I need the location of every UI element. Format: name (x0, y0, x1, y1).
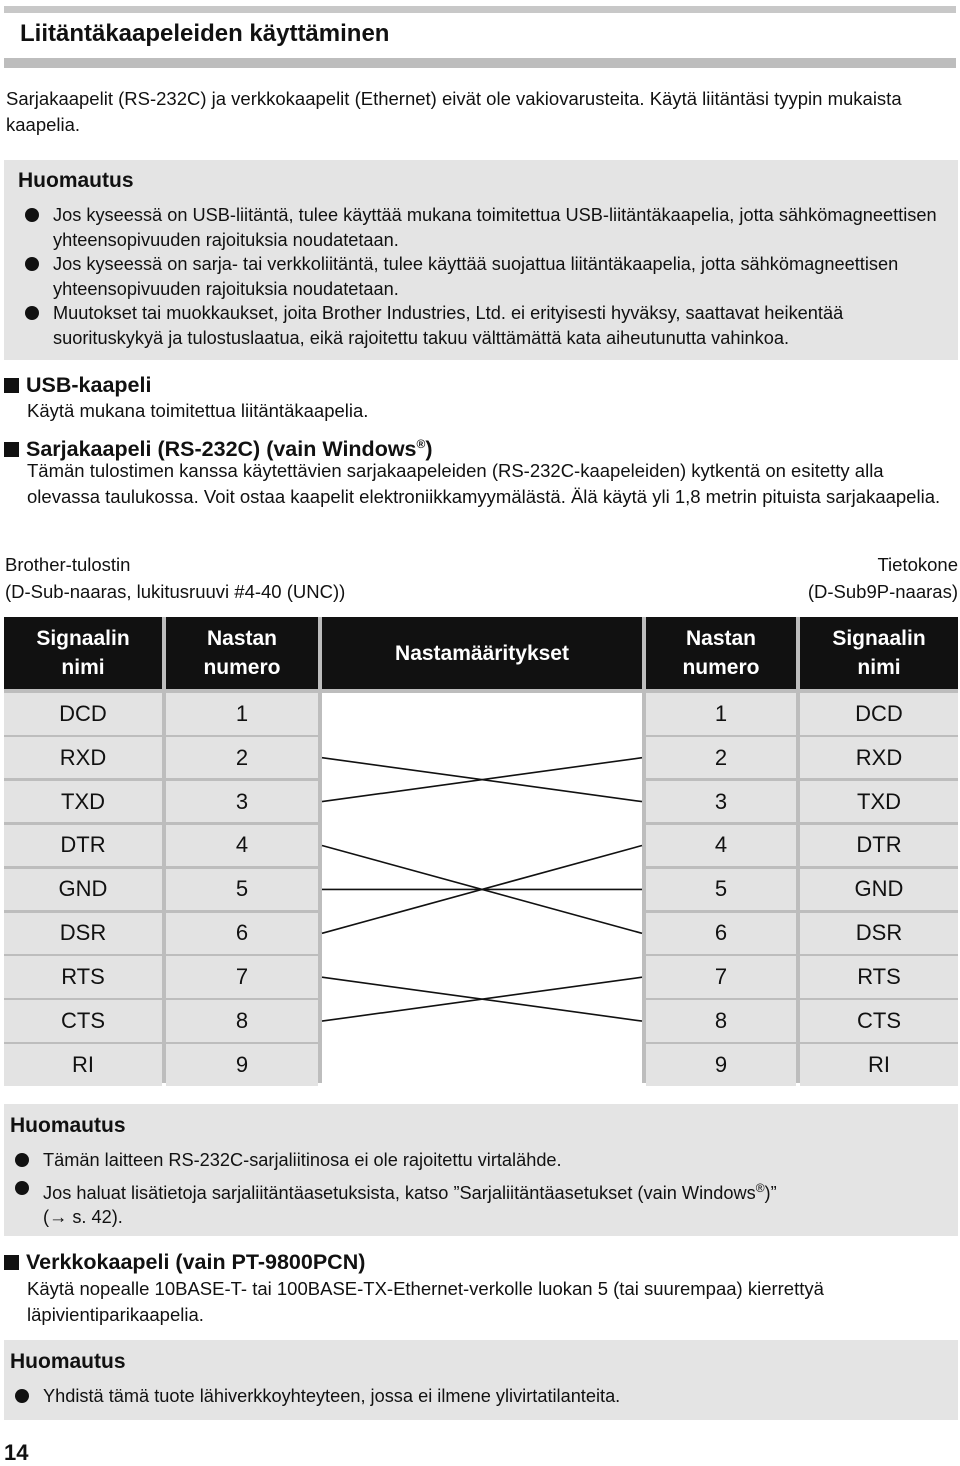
note-list (14, 1384, 944, 1409)
right-signal-cell: RI (800, 1044, 958, 1086)
header-signal-name-right: Signaalin nimi (800, 617, 958, 689)
bullet-icon (25, 208, 39, 222)
bullet-icon (15, 1181, 29, 1195)
right-signal-cell: RXD (800, 737, 958, 779)
square-bullet-icon (4, 1255, 19, 1270)
header-pin-number-left: Nastan numero (166, 617, 318, 689)
intro-text: Sarjakaapelit (RS-232C) ja verkkokaapelit (Ethernet) eivät ole vakiovarusteita. Käytä liitäntäsi tyypin mukaista kaapelia. (6, 88, 902, 135)
note-item: Jos haluat lisätietoja sarjaliitäntäasetuksista, katso ”Sarjaliitäntäasetukset (vain Windows®)” (→ s. 42). (14, 1176, 944, 1230)
left-signal-cell: CTS (4, 1000, 162, 1042)
note-box-network (4, 1340, 958, 1420)
right-signal-cell: GND (800, 869, 958, 911)
right-pin-cell: 5 (646, 869, 796, 911)
note-heading: Huomautus (10, 1114, 126, 1137)
note-item: Jos kyseessä on sarja- tai verkkoliitäntä, tulee käyttää suojattua liitäntäkaapelia, jotta sähkömagneettisen yhteensopivuuden rajoituksia noudatetaan. (24, 252, 939, 301)
right-signal-cell: DSR (800, 913, 958, 955)
right-pin-cell: 1 (646, 693, 796, 735)
left-pin-cell: 1 (166, 693, 318, 735)
right-signal-cell: CTS (800, 1000, 958, 1042)
right-signal-cell: RTS (800, 956, 958, 998)
bullet-icon (15, 1153, 29, 1167)
right-pin-cell: 6 (646, 913, 796, 955)
left-signal-cell: DSR (4, 913, 162, 955)
square-bullet-icon (4, 378, 19, 393)
right-signal-cell: TXD (800, 781, 958, 823)
right-pin-cell: 3 (646, 781, 796, 823)
section-heading-network: Verkkokaapeli (vain PT-9800PCN) (4, 1248, 365, 1276)
left-pin-cell: 2 (166, 737, 318, 779)
left-pin-cell: 7 (166, 956, 318, 998)
header-pin-number-right: Nastan numero (646, 617, 796, 689)
right-signal-cell: DCD (800, 693, 958, 735)
printer-connector-caption: (D-Sub-naaras, lukitusruuvi #4-40 (UNC)) (5, 581, 346, 602)
usb-body: Käytä mukana toimitettua liitäntäkaapelia. (27, 400, 369, 421)
note-box-interfaces (4, 160, 958, 360)
section-heading-serial: Sarjakaapeli (RS-232C) (vain Windows®) (4, 430, 433, 463)
left-signal-cell: TXD (4, 781, 162, 823)
title-rule (4, 58, 956, 68)
note-item: Muutokset tai muokkaukset, joita Brother Industries, Ltd. ei erityisesti hyväksy, saattavat heikentää suorituskykyä ja tulostuslaatua, eikä rajoitettu takuu välttämättä kata aiheutunutta vahinkoa. (24, 301, 939, 350)
arrow-icon: → (49, 1207, 68, 1228)
registered-mark: ® (755, 1180, 765, 1195)
right-signal-cell: DTR (800, 825, 958, 867)
left-pin-cell: 4 (166, 825, 318, 867)
left-pin-cell: 6 (166, 913, 318, 955)
printer-caption: Brother-tulostin (5, 554, 131, 575)
left-pin-cell: 5 (166, 869, 318, 911)
right-pin-cell: 8 (646, 1000, 796, 1042)
registered-mark: ® (416, 437, 426, 451)
note-item: Jos kyseessä on USB-liitäntä, tulee käyttää mukana toimitettua USB-liitäntäkaapelia, jotta sähkömagneettisen yhteensopivuuden rajoituksia noudatetaan. (24, 203, 939, 252)
note-heading: Huomautus (18, 169, 134, 192)
left-signal-cell: RXD (4, 737, 162, 779)
left-signal-cell: RI (4, 1044, 162, 1086)
network-body: Käytä nopealle 10BASE-T- tai 100BASE-TX-Ethernet-verkolle luokan 5 (tai suurempaa) kierrettyä läpivientiparikaapelia. (27, 1278, 824, 1325)
note-item: Yhdistä tämä tuote lähiverkkoyhteyteen, jossa ei ilmene ylivirtatilanteita. (14, 1384, 944, 1409)
left-pin-cell: 8 (166, 1000, 318, 1042)
wiring-diagram (4, 617, 958, 1083)
right-pin-cell: 4 (646, 825, 796, 867)
square-bullet-icon (4, 442, 19, 457)
header-pin-assignments: Nastamääritykset (322, 617, 642, 689)
serial-body: Tämän tulostimen kanssa käytettävien sarjakaapeleiden (RS-232C-kaapeleiden) kytkentä on esitetty alla olevassa taulukossa. Voit ostaa kaapelit elektroniikkamyymälästä. Älä käytä yli 1,8 metrin pituista sarjakaapelia. (27, 460, 941, 507)
page-number: 14 (4, 1440, 29, 1465)
note-list (24, 203, 939, 351)
section-heading-usb: USB-kaapeli (4, 371, 151, 399)
right-pin-cell: 9 (646, 1044, 796, 1086)
note-list (14, 1148, 944, 1230)
bullet-icon (15, 1389, 29, 1403)
left-pin-cell: 3 (166, 781, 318, 823)
right-pin-cell: 7 (646, 956, 796, 998)
left-signal-cell: RTS (4, 956, 162, 998)
page-title: Liitäntäkaapeleiden käyttäminen (20, 20, 390, 47)
left-signal-cell: DTR (4, 825, 162, 867)
header-top-bar (4, 6, 956, 13)
computer-connector-caption: (D-Sub9P-naaras) (807, 581, 958, 602)
computer-caption: Tietokone (877, 554, 958, 575)
left-pin-cell: 9 (166, 1044, 318, 1086)
left-signal-cell: GND (4, 869, 162, 911)
right-pin-cell: 2 (646, 737, 796, 779)
left-signal-cell: DCD (4, 693, 162, 735)
note-box-serial (4, 1104, 958, 1236)
header-signal-name-left: Signaalin nimi (4, 617, 162, 689)
note-heading: Huomautus (10, 1350, 126, 1373)
bullet-icon (25, 257, 39, 271)
bullet-icon (25, 306, 39, 320)
note-item: Tämän laitteen RS-232C-sarjaliitinosa ei ole rajoitettu virtalähde. (14, 1148, 944, 1173)
rs232c-wiring-table (4, 617, 958, 1083)
